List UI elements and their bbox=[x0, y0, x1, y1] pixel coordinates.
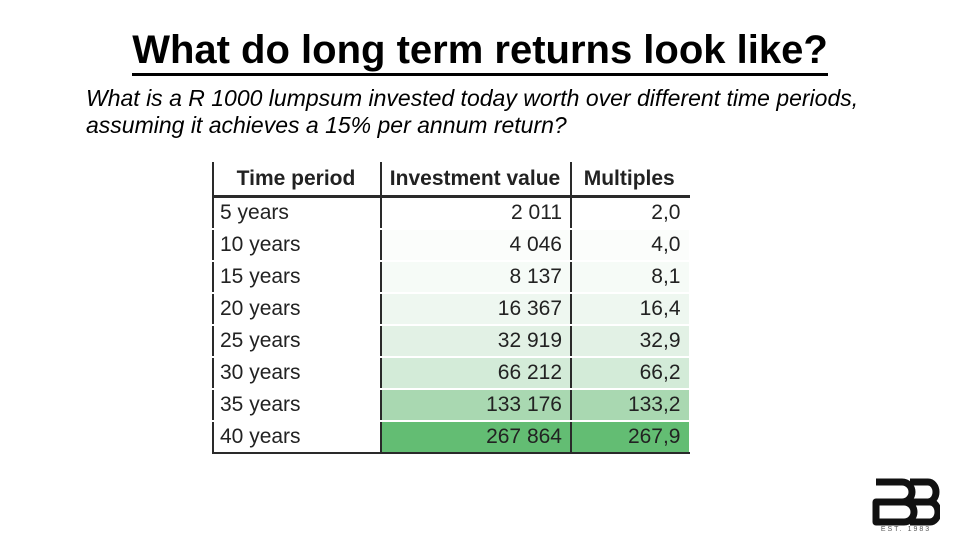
header-multiples: Multiples bbox=[571, 163, 689, 197]
cell-investment-value: 16 367 bbox=[381, 293, 571, 325]
cell-time-period: 15 years bbox=[213, 261, 381, 293]
cell-multiple: 2,0 bbox=[571, 197, 689, 230]
slide-title-text: What do long term returns look like? bbox=[132, 28, 828, 76]
table-row bbox=[213, 325, 689, 357]
header-time-period: Time period bbox=[213, 163, 381, 197]
cell-investment-value: 267 864 bbox=[381, 421, 571, 453]
table-row bbox=[213, 229, 689, 261]
cell-time-period: 30 years bbox=[213, 357, 381, 389]
header-investment-value: Investment value bbox=[381, 163, 571, 197]
table-row bbox=[213, 357, 689, 389]
cell-time-period: 5 years bbox=[213, 197, 381, 230]
cell-time-period: 40 years bbox=[213, 421, 381, 453]
table-header-row bbox=[213, 163, 689, 197]
returns-table bbox=[212, 162, 690, 454]
cell-investment-value: 8 137 bbox=[381, 261, 571, 293]
cell-investment-value: 133 176 bbox=[381, 389, 571, 421]
cell-multiple: 4,0 bbox=[571, 229, 689, 261]
cell-multiple: 32,9 bbox=[571, 325, 689, 357]
table-row bbox=[213, 197, 689, 230]
cell-investment-value: 32 919 bbox=[381, 325, 571, 357]
cell-time-period: 25 years bbox=[213, 325, 381, 357]
table-row bbox=[213, 293, 689, 325]
cell-multiple: 8,1 bbox=[571, 261, 689, 293]
cell-time-period: 20 years bbox=[213, 293, 381, 325]
table-row bbox=[213, 261, 689, 293]
cell-time-period: 10 years bbox=[213, 229, 381, 261]
table-row bbox=[213, 389, 689, 421]
table-row bbox=[213, 421, 689, 453]
cell-investment-value: 66 212 bbox=[381, 357, 571, 389]
cell-investment-value: 2 011 bbox=[381, 197, 571, 230]
cell-multiple: 267,9 bbox=[571, 421, 689, 453]
cell-multiple: 16,4 bbox=[571, 293, 689, 325]
cell-investment-value: 4 046 bbox=[381, 229, 571, 261]
logo-tagline: EST. 1983 bbox=[880, 526, 932, 533]
cell-multiple: 66,2 bbox=[571, 357, 689, 389]
cell-time-period: 35 years bbox=[213, 389, 381, 421]
slide-subtitle: What is a R 1000 lumpsum invested today worth over different time periods, assuming it achieves a 15% per annum return? bbox=[86, 85, 859, 138]
bb-monogram-icon bbox=[872, 478, 940, 526]
cell-multiple: 133,2 bbox=[571, 389, 689, 421]
slide-title bbox=[0, 24, 960, 76]
